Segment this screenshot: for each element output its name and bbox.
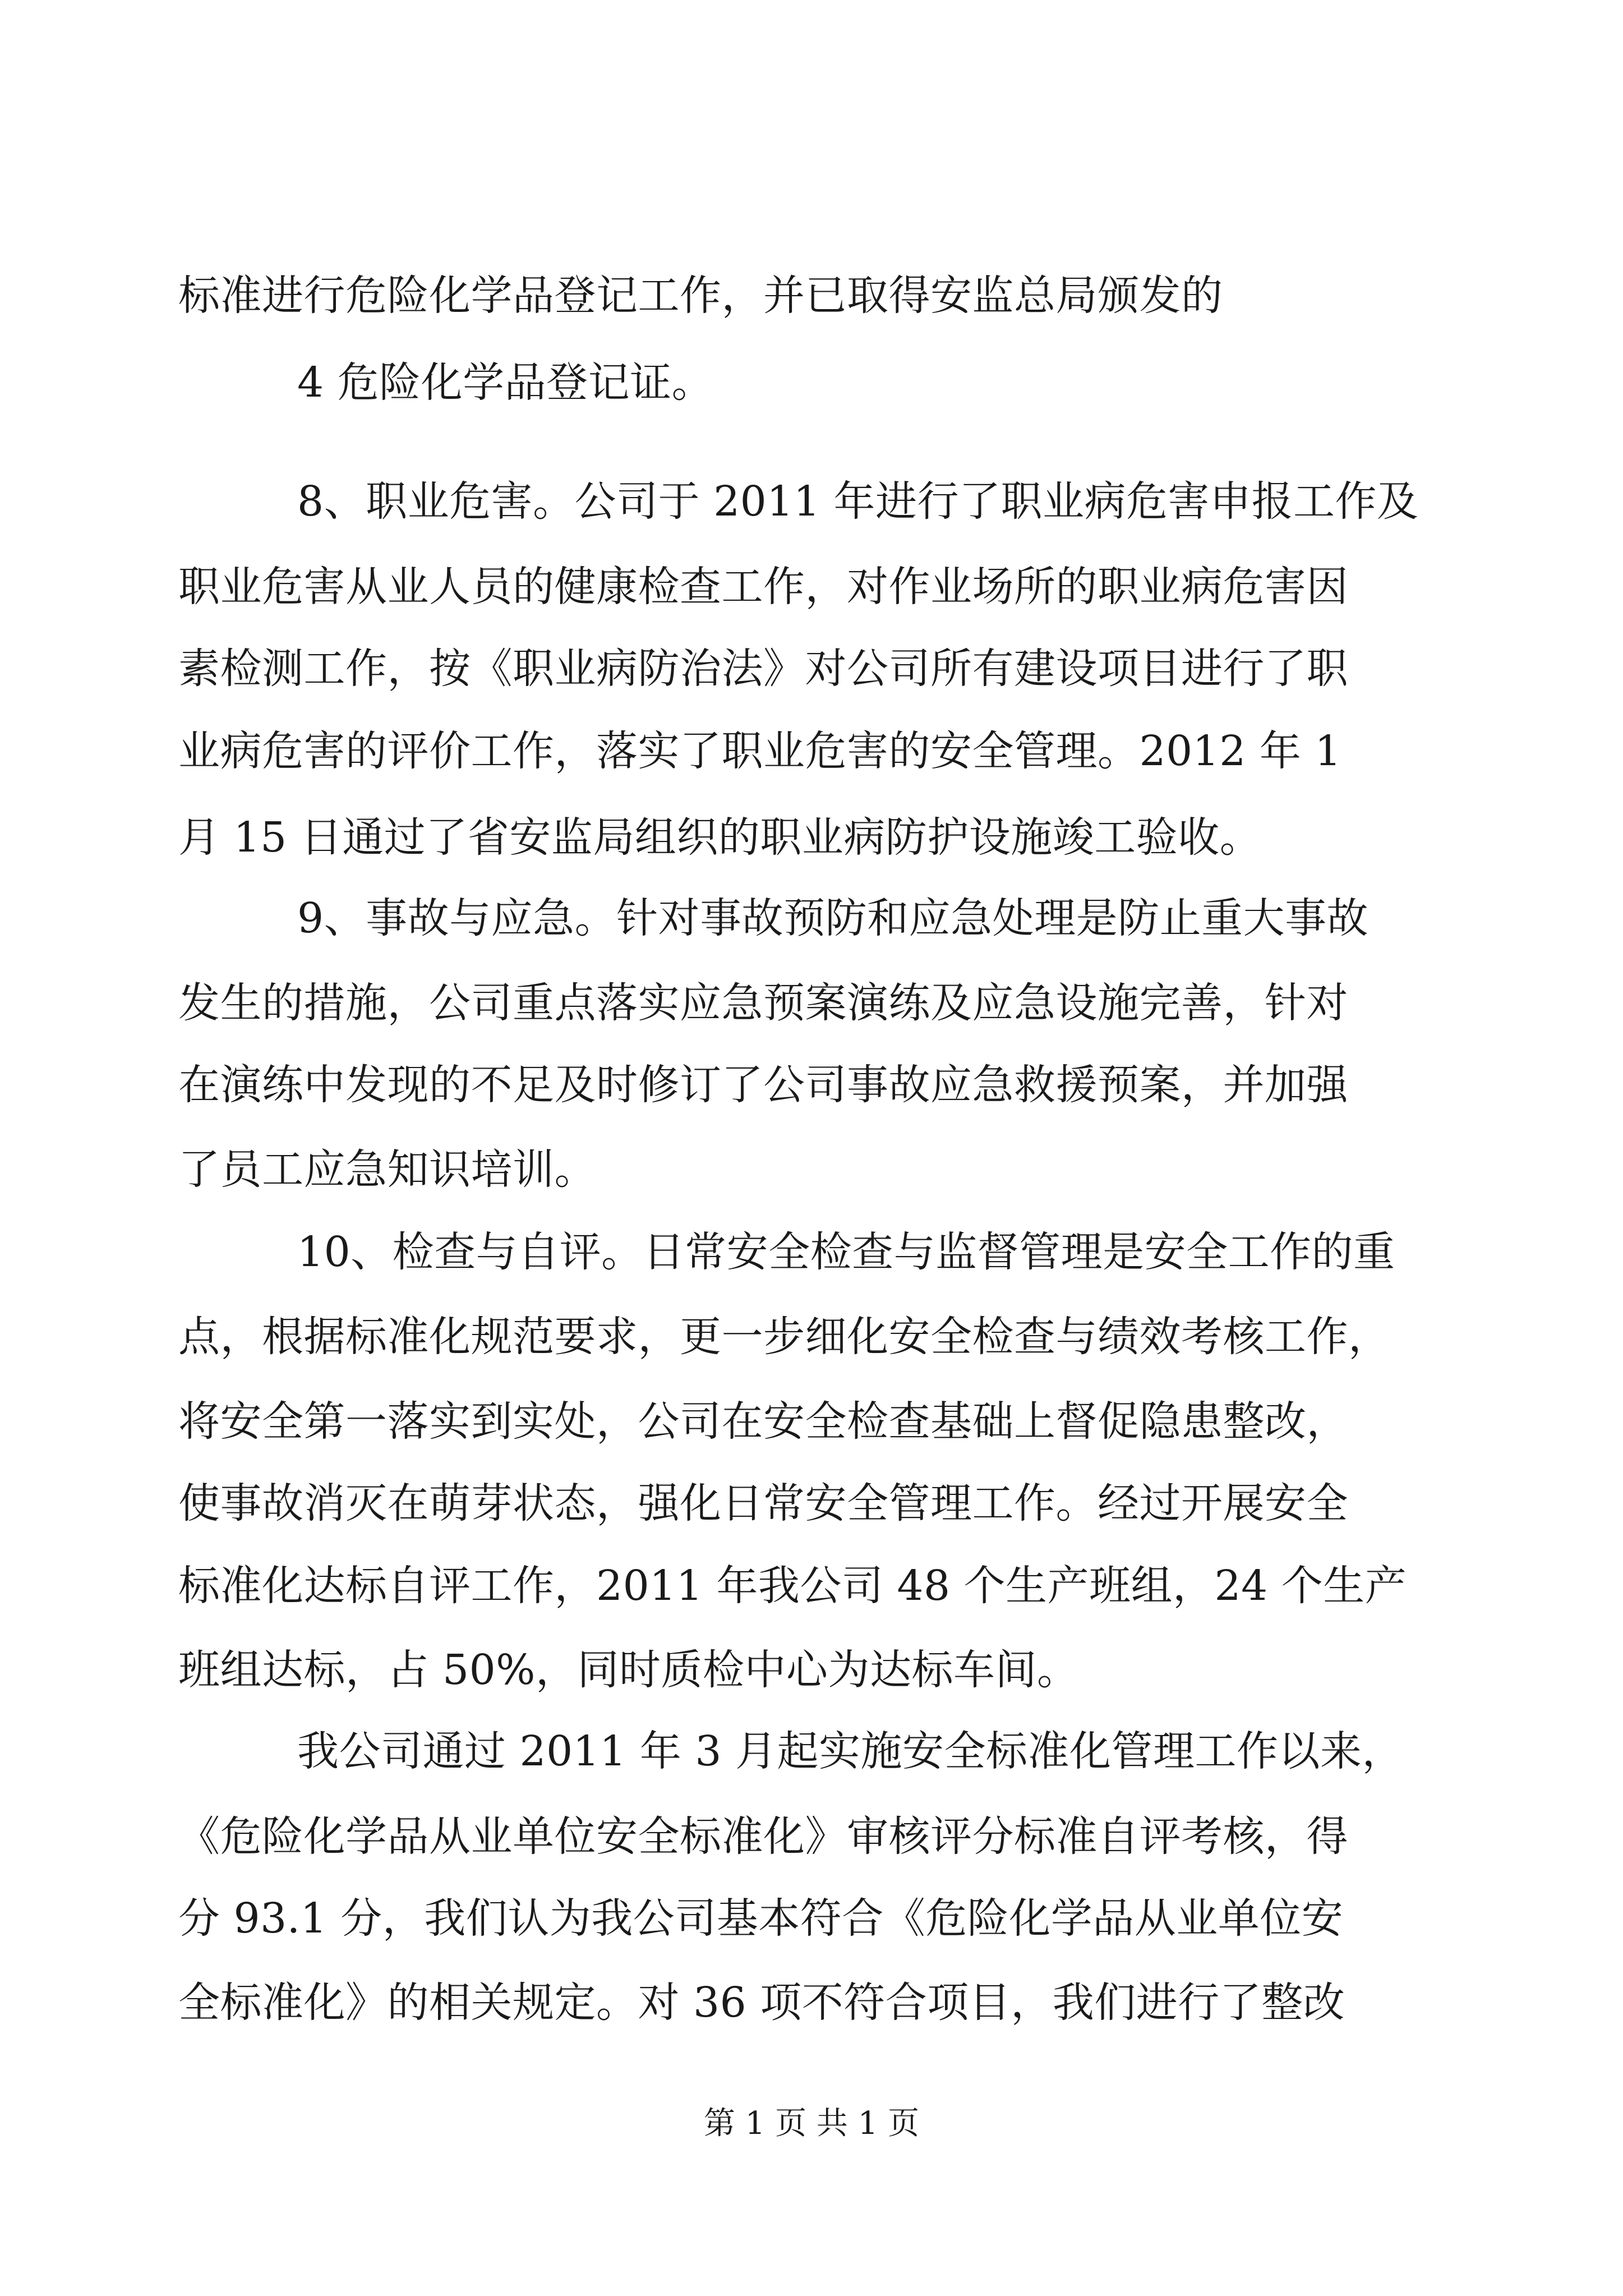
text-line: 9、事故与应急。针对事故预防和应急处理是防止重大事故 — [297, 894, 1369, 942]
text-line: 发生的措施，公司重点落实应急预案演练及应急设施完善，针对 — [178, 979, 1348, 1027]
text-line: 使事故消灭在萌芽状态，强化日常安全管理工作。经过开展安全 — [178, 1479, 1348, 1527]
text-line: 8、职业危害。公司于 2011 年进行了职业病危害申报工作及 — [297, 477, 1419, 526]
text-line: 将安全第一落实到实处，公司在安全检查基础上督促隐患整改， — [178, 1397, 1348, 1446]
text-line: 全标准化》的相关规定。对 36 项不符合项目，我们进行了整改 — [178, 1978, 1345, 2027]
text-line: 标准进行危险化学品登记工作，并已取得安监总局颁发的 — [178, 272, 1223, 320]
text-line: 点，根据标准化规范要求，更一步细化安全检查与绩效考核工作， — [178, 1313, 1390, 1361]
text-line: 4 危险化学品登记证。 — [297, 358, 714, 407]
text-line: 班组达标，占 50%，同时质检中心为达标车间。 — [178, 1646, 1079, 1694]
text-line: 我公司通过 2011 年 3 月起实施安全标准化管理工作以来， — [297, 1727, 1404, 1775]
text-line: 月 15 日通过了省安监局组织的职业病防护设施竣工验收。 — [178, 813, 1262, 862]
text-line: 素检测工作，按《职业病防治法》对公司所有建设项目进行了职 — [178, 645, 1348, 693]
text-line: 标准化达标自评工作，2011 年我公司 48 个生产班组，24 个生产 — [178, 1562, 1407, 1610]
page-number-footer: 第 1 页 共 1 页 — [703, 2105, 920, 2142]
text-line: 职业危害从业人员的健康检查工作，对作业场所的职业病危害因 — [178, 563, 1348, 611]
text-line: 《危险化学品从业单位安全标准化》审核评分标准自评考核，得 — [178, 1812, 1348, 1861]
text-line: 在演练中发现的不足及时修订了公司事故应急救援预案，并加强 — [178, 1061, 1348, 1109]
text-line: 了员工应急知识培训。 — [178, 1145, 596, 1194]
text-line: 业病危害的评价工作，落实了职业危害的安全管理。2012 年 1 — [178, 727, 1341, 775]
text-line: 10、检查与自评。日常安全检查与监督管理是安全工作的重 — [297, 1228, 1395, 1276]
text-line: 分 93.1 分，我们认为我公司基本符合《危险化学品从业单位安 — [178, 1894, 1344, 1943]
